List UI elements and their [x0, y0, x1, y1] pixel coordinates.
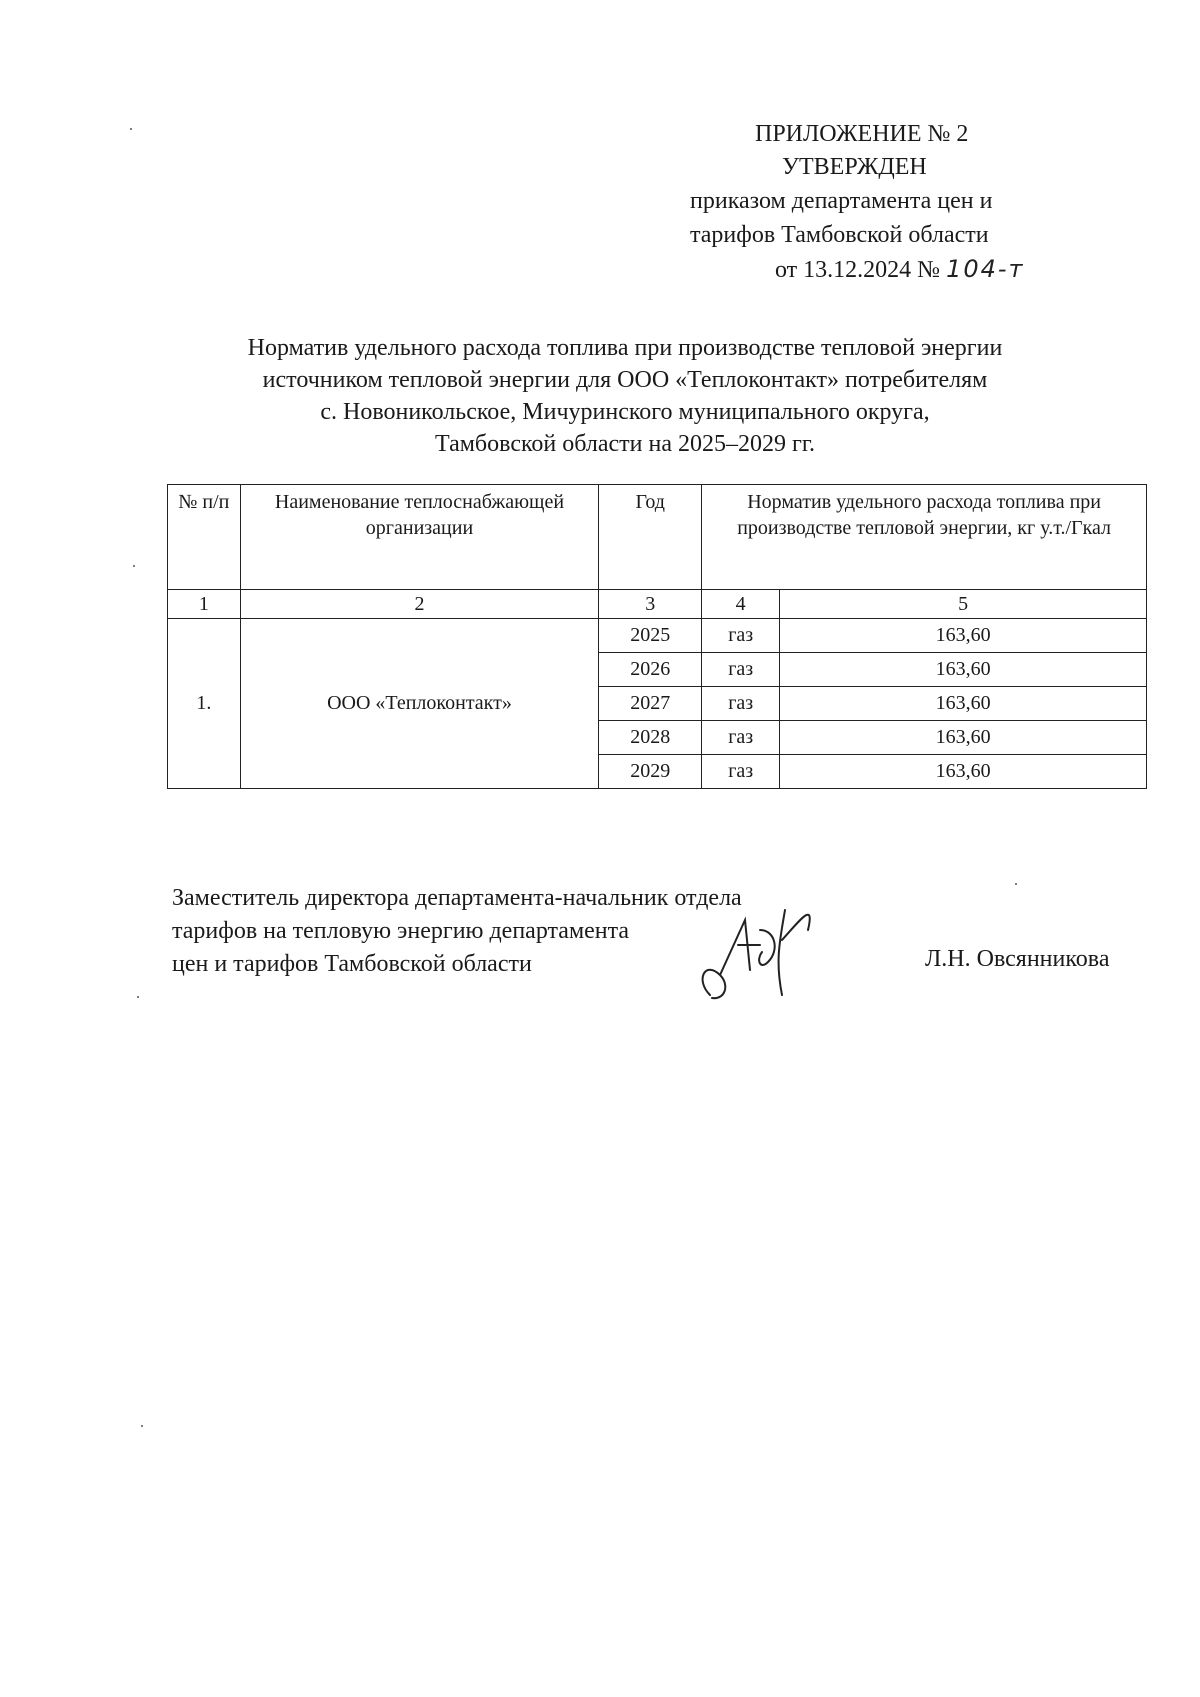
value-cell: 163,60 [780, 687, 1147, 721]
title-line-4: Тамбовской области на 2025–2029 гг. [435, 431, 815, 457]
col-num-5: 5 [780, 590, 1147, 619]
signer-title-1: Заместитель директора департамента-начальник отдела [172, 885, 742, 911]
order-date: от 13.12.2024 № [775, 257, 941, 283]
col-num-1: 1 [168, 590, 241, 619]
title-line-2: источником тепловой энергии для ООО «Теплоконтакт» потребителям [262, 367, 988, 393]
header-norm: Норматив удельного расхода топлива при производстве тепловой энергии, кг у.т./Гкал [702, 485, 1147, 590]
table-row [168, 619, 1147, 653]
scan-speck [130, 128, 132, 130]
year-cell: 2025 [599, 619, 702, 653]
signature-stroke [703, 910, 810, 998]
title-line-1: Норматив удельного расхода топлива при производстве тепловой энергии [247, 335, 1003, 361]
year-cell: 2028 [599, 721, 702, 755]
signer-name: Л.Н. Овсянникова [925, 946, 1110, 972]
document-title [150, 332, 1100, 460]
norm-table [167, 484, 1147, 789]
value-cell: 163,60 [780, 721, 1147, 755]
scan-speck [137, 996, 139, 998]
order-number-handwritten: 104-т [946, 255, 1025, 283]
col-num-2: 2 [240, 590, 599, 619]
scan-speck [133, 565, 135, 567]
appendix-label: ПРИЛОЖЕНИЕ № 2 [755, 121, 969, 147]
fuel-cell: газ [702, 755, 780, 789]
signer-title-2: тарифов на тепловую энергию департамента [172, 918, 630, 944]
col-num-3: 3 [599, 590, 702, 619]
order-line-1: приказом департамента цен и [690, 188, 993, 214]
fuel-cell: газ [702, 687, 780, 721]
year-cell: 2026 [599, 653, 702, 687]
fuel-cell: газ [702, 619, 780, 653]
handwritten-signature [690, 900, 830, 1010]
value-cell: 163,60 [780, 755, 1147, 789]
column-number-row [168, 590, 1147, 619]
row-number: 1. [168, 619, 241, 789]
value-cell: 163,60 [780, 653, 1147, 687]
header-year: Год [599, 485, 702, 590]
order-line-2: тарифов Тамбовской области [690, 222, 989, 248]
approved-label: УТВЕРЖДЕН [782, 154, 927, 180]
org-name: ООО «Теплоконтакт» [240, 619, 599, 789]
table-header-row [168, 485, 1147, 590]
scan-speck [141, 1425, 143, 1427]
year-cell: 2027 [599, 687, 702, 721]
signature-block [172, 882, 742, 981]
col-num-4: 4 [702, 590, 780, 619]
fuel-cell: газ [702, 653, 780, 687]
signer-title-3: цен и тарифов Тамбовской области [172, 951, 532, 977]
header-num: № п/п [168, 485, 241, 590]
year-cell: 2029 [599, 755, 702, 789]
scan-speck [1015, 883, 1017, 885]
value-cell: 163,60 [780, 619, 1147, 653]
fuel-cell: газ [702, 721, 780, 755]
header-org: Наименование теплоснабжающей организации [240, 485, 599, 590]
order-date-line [775, 253, 1025, 287]
title-line-3: с. Новоникольское, Мичуринского муниципального округа, [320, 399, 930, 425]
